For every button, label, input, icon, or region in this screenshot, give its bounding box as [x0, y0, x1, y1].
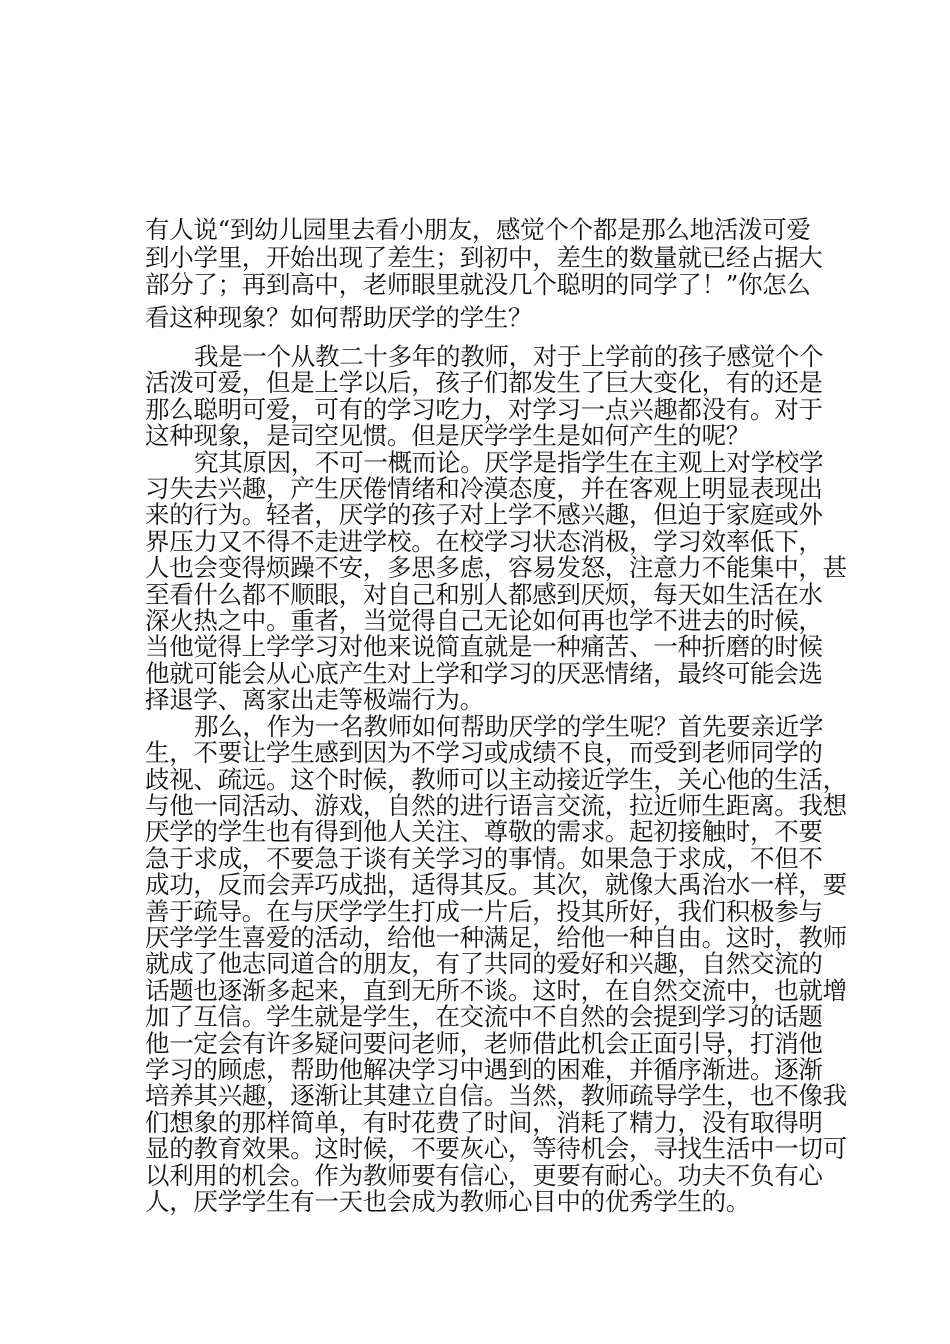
- text-line: 人，厌学学生有一天也会成为教师心目中的优秀学生的。: [145, 1187, 750, 1216]
- text-line: 至看什么都不顺眼，对自己和别人都感到厌烦，每天如生活在水: [145, 579, 823, 609]
- text-line: 以利用的机会。作为教师要有信心，更要有耐心。功夫不负有心: [145, 1160, 823, 1190]
- text-line: 学习的顾虑，帮助他解决学习中遇到的困难，并循序渐进。逐渐: [145, 1054, 823, 1084]
- text-line: 们想象的那样简单，有时花费了时间，消耗了精力，没有取得明: [145, 1107, 823, 1137]
- answer-text: [145, 342, 847, 1216]
- text-line: 话题也逐渐多起来，直到无所不谈。这时，在自然交流中，也就增: [145, 975, 847, 1005]
- text-line: 加了互信。学生就是学生，在交流中不自然的会提到学习的话题: [145, 1002, 823, 1032]
- paragraph: [145, 342, 824, 451]
- text-line: 活泼可爱，但是上学以后，孩子们都发生了巨大变化，有的还是: [145, 368, 823, 398]
- text-line: 他一定会有许多疑问要问老师，老师借此机会正面引导，打消他: [145, 1028, 823, 1058]
- text-line: 当他觉得上学学习对他来说简直就是一种痛苦、一种折磨的时候: [145, 632, 823, 662]
- question-heading: [145, 215, 823, 332]
- question-line: 部分了；再到高中，老师眼里就没几个聪明的同学了！”你怎么: [145, 270, 811, 299]
- text-line: 成功，反而会弄巧成拙，适得其反。其次，就像大禹治水一样，要: [145, 870, 847, 900]
- text-line: 那么，作为一名教师如何帮助厌学的学生呢？首先要亲近学: [194, 711, 824, 741]
- text-line: 培养其兴趣，逐渐让其建立自信。当然，教师疏导学生，也不像我: [145, 1081, 847, 1111]
- text-line: 来的行为。轻者，厌学的孩子对上学不感兴趣，但迫于家庭或外: [145, 500, 823, 530]
- text-line: 深火热之中。重者，当觉得自己无论如何再也学不进去的时候，: [145, 606, 823, 636]
- text-line: 究其原因，不可一概而论。厌学是指学生在主观上对学校学: [194, 447, 824, 477]
- text-line: 择退学、离家出走等极端行为。: [145, 685, 484, 715]
- text-line: 习失去兴趣，产生厌倦情绪和冷漠态度，并在客观上明显表现出: [145, 474, 823, 504]
- text-line: 善于疏导。在与厌学学生打成一片后，投其所好，我们积极参与: [145, 896, 823, 926]
- text-line: 与他一同活动、游戏，自然的进行语言交流，拉近师生距离。我想: [145, 790, 847, 820]
- text-line: 显的教育效果。这时候，不要灰心，等待机会，寻找生活中一切可: [145, 1134, 847, 1164]
- text-line: 急于求成，不要急于谈有关学习的事情。如果急于求成，不但不: [145, 843, 823, 873]
- text-line: 他就可能会从心底产生对上学和学习的厌恶情绪，最终可能会选: [145, 658, 823, 688]
- text-line: 我是一个从教二十多年的教师，对于上学前的孩子感觉个个: [194, 342, 824, 371]
- question-line: 有人说“到幼儿园里去看小朋友，感觉个个都是那么地活泼可爱: [145, 215, 811, 244]
- question-line: 到小学里，开始出现了差生；到初中，差生的数量就已经占据大: [145, 242, 823, 272]
- text-line: 生，不要让学生感到因为不学习或成绩不良，而受到老师同学的: [145, 738, 823, 768]
- paragraph: [145, 447, 847, 715]
- text-line: 这种现象，是司空见惯。但是厌学学生是如何产生的呢？: [145, 421, 750, 451]
- document-body: [145, 215, 847, 1216]
- text-line: 厌学的学生也有得到他人关注、尊敬的需求。起初接触时，不要: [145, 817, 823, 847]
- text-line: 就成了他志同道合的朋友，有了共同的爱好和兴趣，自然交流的: [145, 949, 823, 979]
- question-line: 看这种现象？如何帮助厌学的学生？: [145, 302, 533, 332]
- text-line: 人也会变得烦躁不安，多思多虑，容易发怒，注意力不能集中，甚: [145, 553, 847, 583]
- text-line: 厌学学生喜爱的活动，给他一种满足，给他一种自由。这时，教师: [145, 922, 847, 952]
- text-line: 界压力又不得不走进学校。在校学习状态消极，学习效率低下，: [145, 526, 823, 556]
- paragraph: [145, 711, 847, 1216]
- text-line: 那么聪明可爱，可有的学习吃力，对学习一点兴趣都没有。对于: [145, 394, 823, 424]
- text-line: 歧视、疏远。这个时候，教师可以主动接近学生，关心他的生活，: [145, 764, 847, 794]
